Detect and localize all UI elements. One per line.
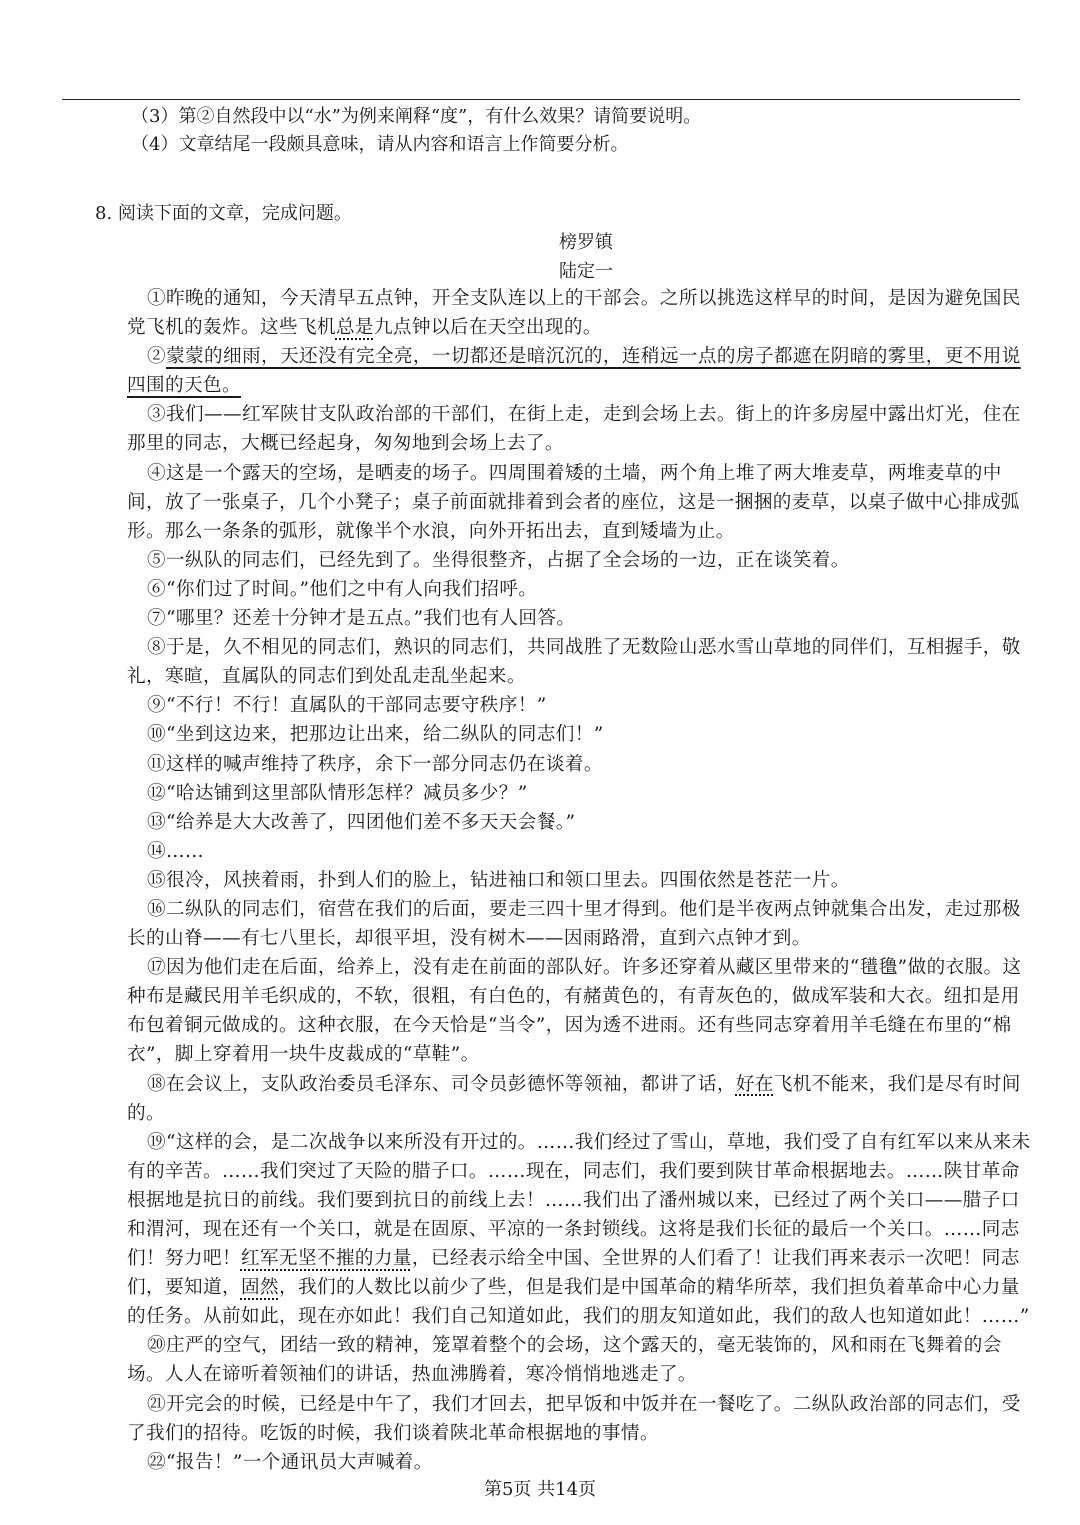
paragraph-5: ⑤一纵队的同志们，已经先到了。坐得很整齐，占据了全会场的一边，正在谈笑着。 <box>147 549 850 571</box>
paragraph-11: ⑪这样的喊声维持了秩序，余下一部分同志仍在谈着。 <box>147 753 603 775</box>
dotted-underline: 没有 <box>317 346 356 368</box>
paragraph-13: ⑬“给养是大大改善了，四团他们差不多天天会餐。” <box>147 811 576 833</box>
paragraph-14: ⑭…… <box>147 840 204 862</box>
solid-underline: 蒙蒙的细雨，天还没有完全亮，一切都还是暗沉沉的，连稍远一点的房子都遮在阴暗的雾里，更不用说四围的天色。 <box>127 346 1021 397</box>
paragraph-20: ⑳庄严的空气，团结一致的精神，笼罩着整个的会场，这个露天的，毫无装饰的，风和雨在飞舞着的会场。人人在谛听着领袖们的讲话，热血沸腾着，寒冷悄悄地逃走了。 <box>127 1335 1002 1386</box>
paragraph-18: ⑱在会议上，支队政治委员毛泽东、司令员彭德怀等领袖，都讲了话，好在飞机不能来，我们是尽有时间的。 <box>127 1073 1021 1124</box>
paragraph-21: ㉑开完会的时候，已经是中午了，我们才回去，把早饭和中饭并在一餐吃了。二纵队政治部的同志们，受了我们的招待。吃饭的时候，我们谈着陕北革命根据地的事情。 <box>127 1393 1021 1444</box>
paragraph-22: ㉒“报告！”一个通讯员大声喊着。 <box>147 1451 433 1473</box>
article-body <box>127 284 1035 1477</box>
dotted-underline: 红军无坚不摧的力量 <box>240 1248 412 1270</box>
question-4: （4）文章结尾一段颇具意味，请从内容和语言上作简要分析。 <box>131 134 629 155</box>
paragraph-16: ⑯二纵队的同志们，宿营在我们的后面，要走三四十里才得到。他们是半夜两点钟就集合出发，走过那极长的山脊——有七八里长，却很平坦，没有树木——因雨路滑，直到六点钟才到。 <box>127 898 1021 950</box>
dotted-underline: 固然 <box>240 1277 279 1299</box>
question-3: （3）第②自然段中以“水”为例来阐释“度”，有什么效果？请简要说明。 <box>131 106 702 127</box>
header-rule <box>62 99 1020 100</box>
paragraph-8: ⑧于是，久不相见的同志们，熟识的同志们，共同战胜了无数险山恶水雪山草地的同伴们，互相握手，敬礼，寒暄，直属队的同志们到处乱走乱坐起来。 <box>127 637 1021 688</box>
paragraph-4: ④这是一个露天的空场，是晒麦的场子。四周围着矮的土墙，两个角上堆了两大堆麦草，两堆麦草的中间，放了一张桌子，几个小凳子；桌子前面就排着到会者的座位，这是一捆捆的麦草，以桌子做中心排成弧形。那么一条条的弧形，就像半个水浪，向外开拓出去，直到矮墙为止。 <box>127 462 1020 542</box>
paragraph-17: ⑰因为他们走在后面，给养上，没有走在前面的部队好。许多还穿着从藏区里带来的“氆氇”做的衣服。这种布是藏民用羊毛织成的，不软，很粗，有白色的，有赭黄色的，有青灰色的，做成军装和大衣。纽扣是用布包着铜元做成的。这种衣服，在今天恰是“当令”，因为透不进雨。还有些同志穿着用羊毛缝在布里的“棉衣”，脚上穿着用一块牛皮裁成的“草鞋”。 <box>127 957 1022 1066</box>
page-footer: 第5页 共14页 <box>483 1479 597 1500</box>
paragraph-10: ⑩“坐到这边来，把那边让出来，给二纵队的同志们！” <box>147 724 604 746</box>
paragraph-7: ⑦“哪里？还差十分钟才是五点。”我们也有人回答。 <box>147 608 576 630</box>
paragraph-6: ⑥“你们过了时间。”他们之中有人向我们招呼。 <box>147 578 538 600</box>
paragraph-15: ⑮很冷，风挟着雨，扑到人们的脸上，钻进袖口和领口里去。四围依然是苍茫一片。 <box>147 869 850 891</box>
task-instruction: 8. 阅读下面的文章，完成问题。 <box>95 203 352 224</box>
paragraph-12: ⑫“哈达铺到这里部队情形怎样？减员多少？” <box>147 782 528 804</box>
dotted-underline: 好在 <box>735 1073 774 1095</box>
paragraph-2: ②蒙蒙的细雨，天还没有完全亮，一切都还是暗沉沉的，连稍远一点的房子都遮在阴暗的雾里，更不用说四围的天色。 <box>127 346 1021 397</box>
paragraph-19: ⑲“这样的会，是二次战争以来所没有开过的。……我们经过了雪山，草地，我们受了自有红军以来从来未有的辛苦。……我们突过了天险的腊子口。……现在，同志们，我们要到陕甘革命根据地去。……陕甘革命根据地是抗日的前线。我们要到抗日的前线上去！……我们出了潘州城以来，已经过了两个关口——腊子口和渭河，现在还有一个关口，就是在固原、平凉的一条封锁线。这将是我们长征的最后一个关口。……同志们！努力吧！红军无坚不摧的力量，已经表示给全中国、全世界的人们看了！让我们再来表示一次吧！同志们，要知道，固然，我们的人数比以前少了些，但是我们是中国革命的精华所萃，我们担负着革命中心力量的任务。从前如此，现在亦如此！我们自己知道如此，我们的朋友知道如此，我们的敌人也知道如此！……” <box>127 1131 1031 1328</box>
paragraph-1: ①昨晚的通知，今天清早五点钟，开全支队连以上的干部会。之所以挑选这样早的时间，是因为避免国民党飞机的轰炸。这些飞机总是九点钟以后在天空出现的。 <box>127 288 1021 339</box>
dotted-underline: 总是 <box>335 317 374 339</box>
paragraph-9: ⑨“不行！不行！直属队的干部同志要守秩序！” <box>147 695 547 717</box>
article-author: 陆定一 <box>559 261 613 282</box>
article-title: 榜罗镇 <box>559 232 613 253</box>
paragraph-3: ③我们——红军陕甘支队政治部的干部们，在街上走，走到会场上去。街上的许多房屋中露出灯光，住在那里的同志，大概已经起身，匆匆地到会场上去了。 <box>127 404 1021 455</box>
